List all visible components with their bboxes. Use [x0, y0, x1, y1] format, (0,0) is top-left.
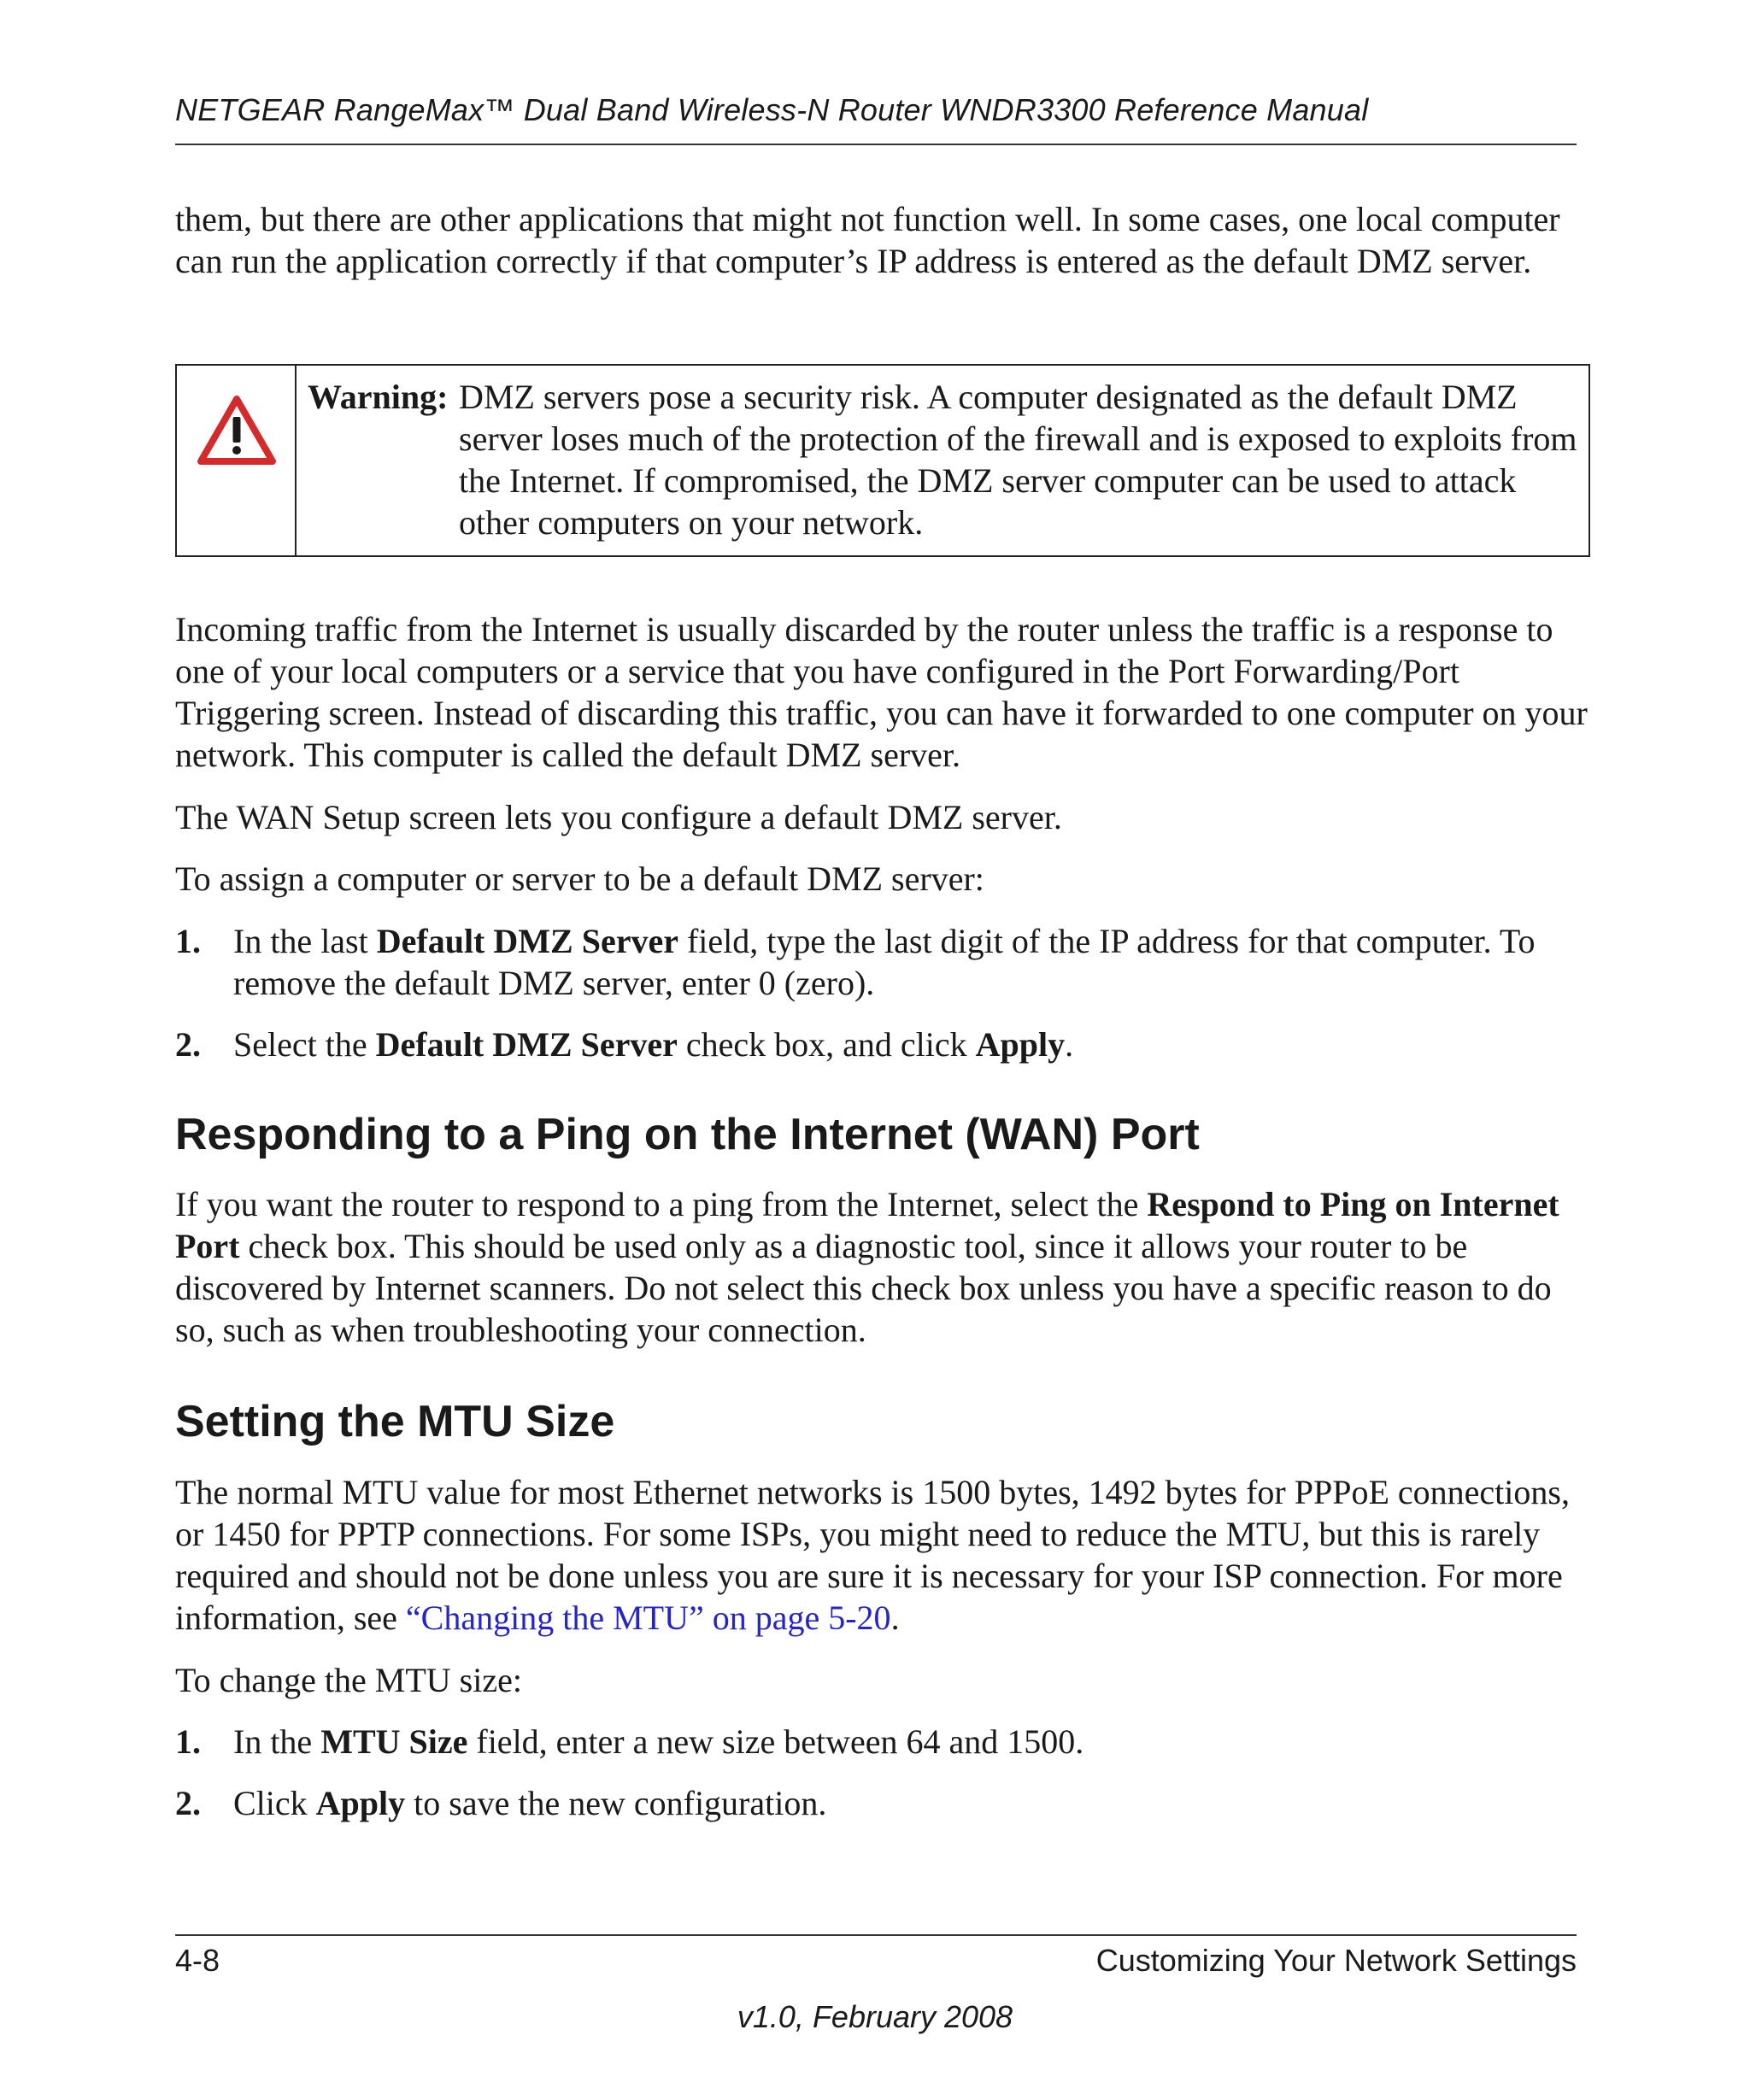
step-number: 1.: [175, 1722, 201, 1761]
assign-dmz-intro: To assign a computer or server to be a default DMZ server:: [175, 859, 984, 898]
ping-section-heading: Responding to a Ping on the Internet (WAN) Port: [175, 1110, 1200, 1159]
version-label: v1.0, February 2008: [737, 1999, 1013, 2034]
dmz-paragraph: Incoming traffic from the Internet is usually discarded by the router unless the traffic is a response to one of your local computers or a service that you have configured in the Port Forwarding/Port Triggering screen. Instead of discarding this traffic, you can have it forwarded to one computer on your network. This computer is called the default DMZ server.: [175, 610, 1588, 774]
mtu-paragraph: The normal MTU value for most Ethernet networks is 1500 bytes, 1492 bytes for PPPoE connections, or 1450 for PPTP connections. For some ISPs, you might need to reduce the MTU, but this is rarely required and should not be done unless you are sure it is necessary for your ISP connection. For more information, see “Changing the MTU” on page 5-20.: [175, 1473, 1570, 1637]
step-number: 2.: [175, 1025, 201, 1064]
warning-icon-cell: [177, 366, 297, 555]
warning-box: [175, 364, 1590, 557]
page-number: 4-8: [175, 1943, 220, 1978]
step-text: In the last Default DMZ Server field, type the last digit of the IP address for that computer. To remove the default DMZ server, enter 0 (zero).: [233, 922, 1536, 1002]
intro-paragraph: them, but there are other applications that might not function well. In some cases, one local computer can run the application correctly if that computer’s IP address is entered as the default DMZ server.: [175, 200, 1560, 280]
step-number: 2.: [175, 1784, 201, 1822]
change-mtu-intro: To change the MTU size:: [175, 1661, 522, 1699]
step-text: Select the Default DMZ Server check box, and click Apply.: [233, 1025, 1074, 1064]
section-title: Customizing Your Network Settings: [1095, 1943, 1577, 1978]
footer-divider: [175, 1934, 1577, 1936]
changing-mtu-link[interactable]: “Changing the MTU” on page 5-20: [405, 1598, 891, 1637]
warning-text: DMZ servers pose a security risk. A computer designated as the default DMZ server loses much of the protection of the firewall and is exposed to exploits from the Internet. If compromised, the DMZ server computer can be used to attack other computers on your network.: [459, 378, 1577, 542]
step-text: In the MTU Size field, enter a new size between 64 and 1500.: [233, 1722, 1084, 1761]
ping-paragraph: If you want the router to respond to a ping from the Internet, select the Respond to Ping on Internet Port check box. This should be used only as a diagnostic tool, since it allows your router to be discovered by Internet scanners. Do not select this check box unless you have a specific reason to do so, such as when troubleshooting your connection.: [175, 1185, 1559, 1349]
step-text: Click Apply to save the new configuration.: [233, 1784, 827, 1822]
warning-label: Warning:: [308, 378, 449, 416]
warning-triangle-icon: [197, 395, 277, 466]
wan-setup-paragraph: The WAN Setup screen lets you configure a default DMZ server.: [175, 798, 1062, 836]
header-divider: [175, 144, 1577, 145]
running-header: NETGEAR RangeMax™ Dual Band Wireless-N Router WNDR3300 Reference Manual: [175, 92, 1369, 127]
mtu-section-heading: Setting the MTU Size: [175, 1397, 615, 1446]
step-number: 1.: [175, 922, 201, 960]
